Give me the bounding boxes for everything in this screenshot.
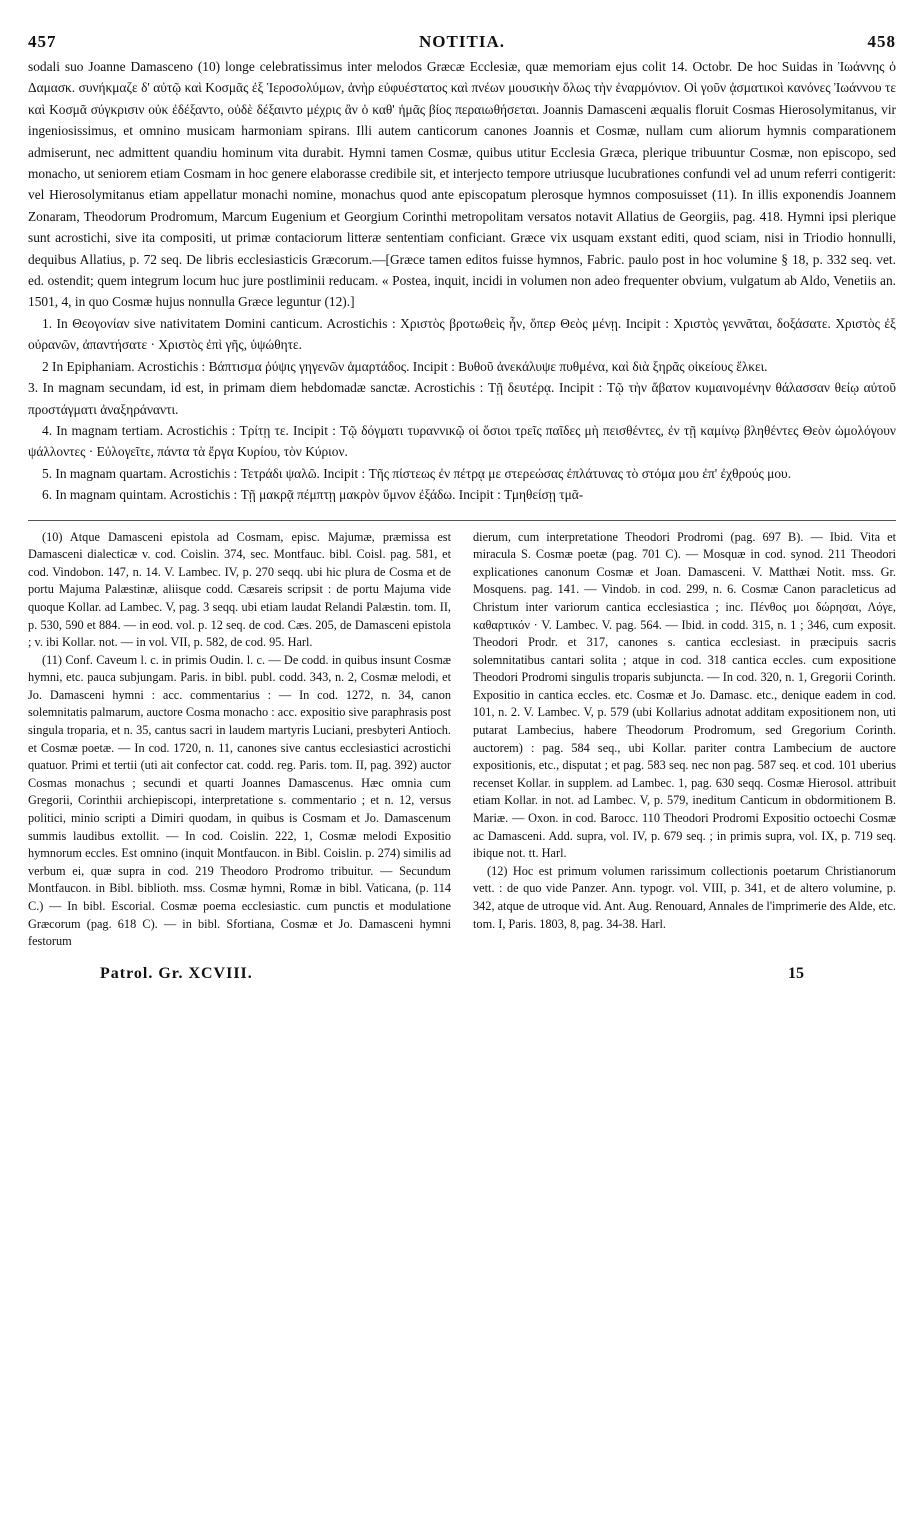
page	[28, 28, 896, 1518]
footnotes	[28, 529, 896, 951]
footnote-column-left	[28, 529, 451, 951]
page-footer	[28, 961, 896, 991]
running-header	[28, 28, 896, 56]
footnote-11: (11) Conf. Caveum l. c. in primis Oudin. l. c. — De codd. in quibus insunt Cosmæ hymni, etc. pauca subjungam. Paris. in bibl. publ. codd. 343, n. 2, Cosmæ melodi, et Jo. Damasceni hymni : acc. commentarius : — In cod. 1272, n. 34, canon solemnitatis palmarum, auctore Cosma monacho : acc. expositio sive paraphrasis post singula troparia, et n. 35, cantus sacri in laudem martyris Luciani, presbyteri Antioch. et Cosmæ poetæ. — In cod. 1720, n. 11, canones sive cantus ecclesiastici acrostichi quatuor. Primi et tertii (uti ait confector cat. codd. reg. Paris. tom. II, pag. 392) auctor Cosmas monachus ; secundi et quarti Joannes Damascenus. Hæc omnia cum Gregorii, Corinthii archiepiscopi, interpretatione s. commentario ; et n. 12, versus politici, minio scripti a Dimiri quodam, in quibus is Cosmam et Jo. Damascenum summis laudibus extollit. — In cod. Coislin. 222, 1, Cosmæ melodi Expositio hymnorum eccles. Est omnino (inquit Montfaucon. in Bibl. Coislin. p. 274) similis ad verbum ei, quæ supra in cod. 219 Theodoro Prodromo tribuitur. — Secundum Montfaucon. in Bibl. biblioth. mss. Cosmæ hymni, Romæ in bibl. Vaticana, (p. 114 C.) — In bibl. Escorial. Cosmæ poema ecclesiastic. cum punctis et modulatione Græcorum (pag. 618 C). — in bibl. Sfortiana, Cosmæ et Jo. Damasceni hymni festorum	[28, 652, 451, 949]
footnote-divider	[28, 520, 896, 521]
signature-number: 15	[788, 964, 804, 982]
hymn-entry-3: 3. In magnam secundam, id est, in primam diem hebdomadæ sanctæ. Acrostichis : Τῇ δευτέρᾳ. Incipit : Τῷ τὴν ἄβατον κυμαινομένην θάλασσαν θείῳ αὐτοῦ προστάγματι ἀναξηράναντι.	[28, 380, 896, 417]
hymn-entry-2: 2 In Epiphaniam. Acrostichis : Βάπτισμα ῥύψις γηγενῶν ἁμαρτάδος. Incipit : Βυθοῦ ἀνεκάλυψε πυθμένα, καὶ διὰ ξηρᾶς οἰκείους ἕλκει.	[42, 358, 768, 374]
paragraph-intro: sodali suo Joanne Damasceno (10) longe celebratissimus inter melodos Græcæ Ecclesiæ, quæ memoriam ejus colit 14. Octobr. De hoc Suidas in Ἰωάννης ὁ Δαμασκ. συνήκμαζε δ' αὐτῷ καὶ Κοσμᾶς ἐξ Ἱεροσολύμων, ἀνὴρ εὐφυέστατος καὶ πνέων μουσικὴν ὅλως τὴν ἐναρμόνιον. Οἱ γοῦν ᾀσματικοὶ κανόνες Ἰωάννου τε καὶ Κοσμᾶ σύγκρισιν οὐκ ἐδέξαντο, οὐδὲ δέξαιντο μέχρις ἂν ὁ καθ' ἡμᾶς βίος περαιωθήσεται. Joannis Damasceni æqualis floruit Cosmas Hierosolymitanus, vir ingeniosissimus, et omnino musicam harmoniam spirans. Illi autem canticorum canones Joannis et Cosmæ, nullam cum aliorum hymnis comparationem admiserunt, nec admittent quandiu hominum vita durabit. Hymni tamen Cosmæ, quibus utitur Ecclesia Græca, plerique tribuuntur Cosmæ, non episcopo, sed monacho, ut seniorem etiam Cosmam in hoc genere elaborasse credibile sit, et interjecto tempore utriusque lucubrationes confundi vel ad unum referri contigerit: vel Hierosolymitanus etiam appellatur monachi nomine, monachus quod ante episcopatum plerosque hymnos composuisset (11). In illis exponendis Joannem Zonaram, Theodorum Prodromum, Marcum Eugenium et Georgium Corinthi metropolitam versatos notavit Allatius de Georgiis, pag. 418. Hymni ipsi plerique sunt acrostichi, sive ita compositi, ut primæ contaciorum litteræ sententiam conficiant. Græce vix usquam exstant editi, quod sciam, nisi in Triodio honnulli, dequibus Allatius, p. 72 seq. De libris ecclesiasticis Græcorum.—[Græce tamen editos fuisse hymnos, Fabric. paulo post in hoc volumine § 18, p. 332 seq. vet. ed. ostendit; quem integrum locum huc jure postliminii reducam. « Postea, inquit, incidi in volumen non adeo frequenter obvium, vulgatum ab Aldo, Venetiis an. 1501, 4, in quo Cosmæ hujus nonnulla Græce leguntur (12).]	[28, 59, 896, 310]
footer-volume: Patrol. Gr. XCVIII.	[100, 964, 253, 982]
footnote-column-right	[473, 529, 896, 951]
page-number-left: 457	[28, 32, 57, 51]
footnote-11-continued: dierum, cum interpretatione Theodori Prodromi (pag. 697 B). — Ibid. Vita et miracula S. Cosmæ poetæ (pag. 701 C). — Mosquæ in cod. synod. 211 Theodori explicationes canonum Cosmæ et Joan. Damasceni. V. Matthæi Notit. mss. Gr. Mosquens. pag. 141. — Vindob. in cod. 299, n. 6. Cosmæ Canon paracleticus ad Christum inter variorum cantica ecclesiastica ; inc. Πένθος μοι δώρησαι, Λόγε, καθαρτικόν · V. Lambec. V. pag. 564. — Ibid. in codd. 315, n. 1 ; 346, cum exposit. Theodori Prodr. et 317, canones s. cantica ecclesiast. in præcipuis sacris solemnitatibus cantari solita ; atque in cod. 318 cantica eccles. cum expositione Theodori Prodromi singulis troparis subjuncta. — In cod. 320, n. 1, Gregorii Corinth. Expositio in cantica eccles. etc. Cosmæ et Jo. Damasc. etc., denique eadem in cod. 101, n. 2. V. Lambec. V, p. 579 (ubi Kollarius adnotat additam expositionem non, uti putarat Lambecius, habere Theodorum Prodromum, sed Gregorium Corinth. auctorem) : pag. 584 seq., ubi Kollar. pariter contra Lambecium de auctore expositionis, etc., disputat ; et pag. 583 seq. nec non pag. 587 seq. et cod. 101 uberius recenset Kollar. in supplem. ad Lambec. 1, pag. 630 seqq. Cosmæ Hierosol. attribuit etiam Kollar. in not. ad Lambec. V, p. 579, ineditum Canticum in obdormitionem B. Mariæ. — Oxon. in cod. Barocc. 110 Theodori Prodromi Expositio octoechi Cosmæ ac Damasceni. Add. supra, vol. IV, p. 679 seq. ; in primis supra, vol. IX, p. 719 seq. ibique not. tt. Harl.	[473, 529, 896, 861]
hymn-entry-6: 6. In magnam quintam. Acrostichis : Τῇ μακρᾷ πέμπτῃ μακρὸν ὕμνον ἐξάδω. Incipit : Τμηθείσῃ τμᾶ-	[42, 487, 584, 503]
footnote-10: (10) Atque Damasceni epistola ad Cosmam, episc. Majumæ, præmissa est Damasceni dialecticæ v. cod. Coislin. 374, sec. Montfauc. bibl. Coisl. pag. 581, et cod. Vindobon. 147, n. 14. V. Lambec. IV, p. 270 seqq. ubi hic plura de Cosma et de portu Majuma Palæstinæ, aliisque codd. Cæsareis scripsit : de portu Majuma vide quoque Kollar. ad Lambec. V, pag. 3 seqq. ubi etiam laudat Relandi Palæstin. tom. II, p. 530, 590 et 884. — in eod. vol. p. 12 seq. de cod. Cæs. 205, de Damasceni epistola ; v. ibi Kollar. not. — in vol. VII, p. 582, de cod. 95. Harl.	[28, 529, 451, 650]
hymn-entry-5: 5. In magnam quartam. Acrostichis : Τετράδι ψαλῶ. Incipit : Τῆς πίστεως ἐν πέτρᾳ με στερεώσας ἐπλάτυνας τὸ στόμα μου ἐπ' ἐχθρούς μου.	[42, 465, 792, 481]
page-number-right: 458	[867, 32, 896, 51]
main-text	[28, 56, 896, 506]
hymn-entry-1: 1. In Θεογονίαν sive nativitatem Domini canticum. Acrostichis : Χριστὸς βροτωθεὶς ἦν, ὅπερ Θεὸς μένῃ. Incipit : Χριστὸς γεννᾶται, δοξάσατε. Χριστὸς ἐξ οὐρανῶν, ἀπαντήσατε · Χριστὸς ἐπὶ γῆς, ὑψώθητε.	[28, 315, 896, 353]
footnote-12: (12) Hoc est primum volumen rarissimum collectionis poetarum Christianorum vett. : de quo vide Panzer. Ann. typogr. vol. VIII, p. 341, et de altero volumine, p. 342, atque de utroque vid. Ant. Aug. Renouard, Annales de l'imprimerie des Alde, etc. tom. I, Paris. 1803, 8, pag. 34-38. Harl.	[473, 863, 896, 931]
hymn-entry-4: 4. In magnam tertiam. Acrostichis : Τρίτῃ τε. Incipit : Τῷ δόγματι τυραννικῷ οἱ ὅσιοι τρεῖς παῖδες μὴ πεισθέντες, ἐν τῇ καμίνῳ βληθέντες Θεὸν ὡμολόγουν ψάλλοντες · Εὐλογεῖτε, πάντα τὰ ἔργα Κυρίου, τὸν Κύριον.	[28, 422, 896, 460]
page-title: NOTITIA.	[419, 32, 505, 51]
